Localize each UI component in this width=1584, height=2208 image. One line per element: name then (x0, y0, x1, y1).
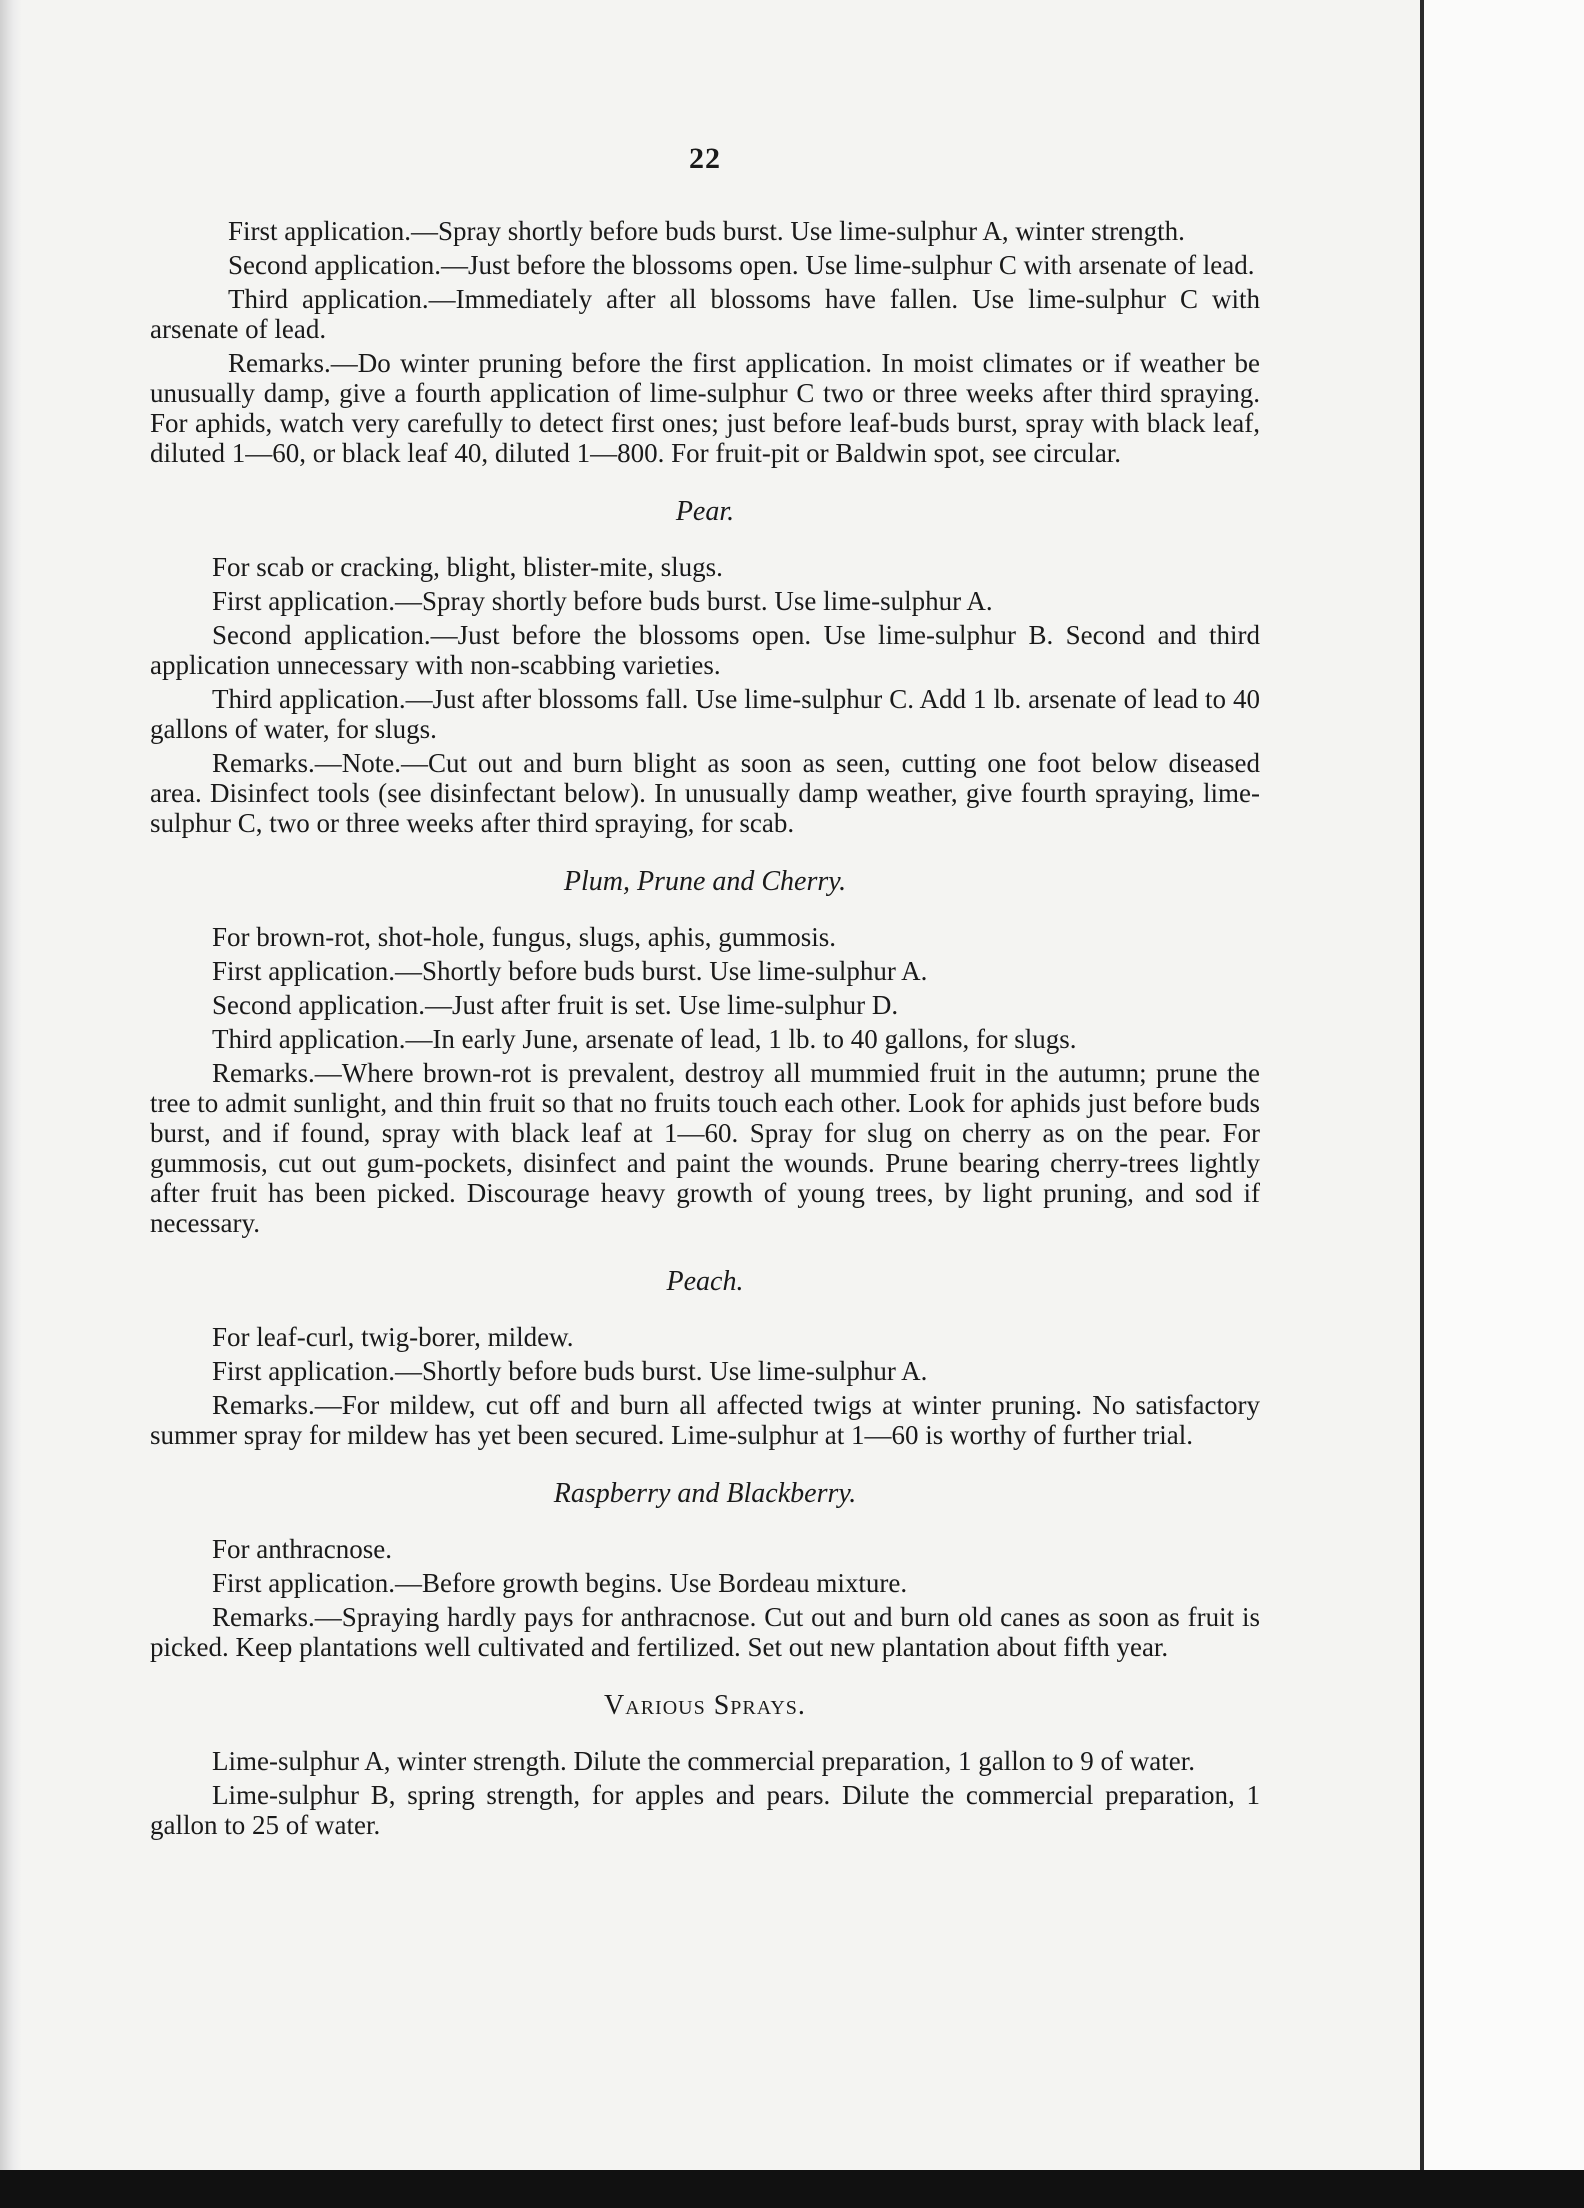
paragraph: First application.—Spray shortly before buds burst. Use lime-sulphur A, winter strength. (228, 216, 1185, 246)
raspberry-section (150, 1534, 1260, 1662)
section-heading-plum: Plum, Prune and Cherry. (563, 866, 847, 897)
section-heading-raspberry: Raspberry and Blackberry. (553, 1478, 857, 1509)
paragraph: Remarks.—Spraying hardly pays for anthracnose. Cut out and burn old canes as soon as fruit is picked. Keep plantations well cultivated and fertilized. Set out new plantation about fifth year. (150, 1602, 1260, 1662)
scan-bottom-bar (0, 2170, 1584, 2208)
paragraph: Second application.—Just after fruit is set. Use lime-sulphur D. (212, 990, 899, 1020)
scan-right-edge (1420, 0, 1584, 2170)
paragraph: Second application.—Just before the blossoms open. Use lime-sulphur B. Second and third application unnecessary with non-scabbing varieties. (150, 620, 1260, 680)
section-heading-peach: Peach. (666, 1266, 744, 1297)
paragraph: Third application.—Just after blossoms fall. Use lime-sulphur C. Add 1 lb. arsenate of lead to 40 gallons of water, for slugs. (150, 684, 1260, 744)
plum-section (150, 922, 1260, 1238)
various-sprays-section (150, 1746, 1260, 1840)
paragraph: Third application.—In early June, arsenate of lead, 1 lb. to 40 gallons, for slugs. (212, 1024, 1077, 1054)
peach-section (150, 1322, 1260, 1450)
paragraph: Remarks.—Do winter pruning before the first application. In moist climates or if weather be unusually damp, give a fourth application of lime-sulphur C two or three weeks after third spraying. For aphids, watch very carefully to detect first ones; just before leaf-buds burst, spray with black leaf, diluted 1—60, or black leaf 40, diluted 1—800. For fruit-pit or Baldwin spot, see circular. (150, 348, 1260, 468)
paragraph: Remarks.—Note.—Cut out and burn blight as soon as seen, cutting one foot below diseased area. Disinfect tools (see disinfectant below). In unusually damp weather, give fourth spraying, lime-sulphur C, two or three weeks after third spraying, for scab. (150, 748, 1260, 838)
paragraph: Remarks.—Where brown-rot is prevalent, destroy all mummied fruit in the autumn; prune the tree to admit sunlight, and thin fruit so that no fruits touch each other. Look for aphids just before buds burst, and if found, spray with black leaf at 1—60. Spray for slug on cherry as on the pear. For gummosis, cut out gum-pockets, disinfect and paint the wounds. Prune bearing cherry-trees lightly after fruit has been picked. Discourage heavy growth of young trees, by light pruning, and sod if necessary. (150, 1058, 1260, 1238)
paragraph: First application.—Shortly before buds burst. Use lime-sulphur A. (212, 1356, 928, 1386)
paragraph: For anthracnose. (212, 1534, 392, 1564)
document-page (150, 130, 1260, 2030)
paragraph: First application.—Shortly before buds burst. Use lime-sulphur A. (212, 956, 928, 986)
paragraph: Lime-sulphur B, spring strength, for apples and pears. Dilute the commercial preparation, 1 gallon to 25 of water. (150, 1780, 1260, 1840)
scan-left-edge (0, 0, 22, 2170)
apple-section (150, 216, 1260, 468)
section-heading-pear: Pear. (675, 496, 735, 527)
paragraph: Second application.—Just before the blossoms open. Use lime-sulphur C with arsenate of lead. (228, 250, 1255, 280)
pear-section (150, 552, 1260, 838)
paragraph: For leaf-curl, twig-borer, mildew. (212, 1322, 574, 1352)
page-number: 22 (689, 142, 721, 175)
paragraph: For brown-rot, shot-hole, fungus, slugs, aphis, gummosis. (212, 922, 836, 952)
paragraph: Third application.—Immediately after all blossoms have fallen. Use lime-sulphur C with arsenate of lead. (150, 284, 1260, 344)
paragraph: First application.—Before growth begins. Use Bordeau mixture. (212, 1568, 908, 1598)
paragraph: Remarks.—For mildew, cut off and burn all affected twigs at winter pruning. No satisfactory summer spray for mildew has yet been secured. Lime-sulphur at 1—60 is worthy of further trial. (150, 1390, 1260, 1450)
paragraph: For scab or cracking, blight, blister-mite, slugs. (212, 552, 723, 582)
section-heading-various-sprays: Various Sprays. (604, 1690, 806, 1721)
paragraph: First application.—Spray shortly before buds burst. Use lime-sulphur A. (212, 586, 993, 616)
paragraph: Lime-sulphur A, winter strength. Dilute the commercial preparation, 1 gallon to 9 of water. (212, 1746, 1195, 1776)
